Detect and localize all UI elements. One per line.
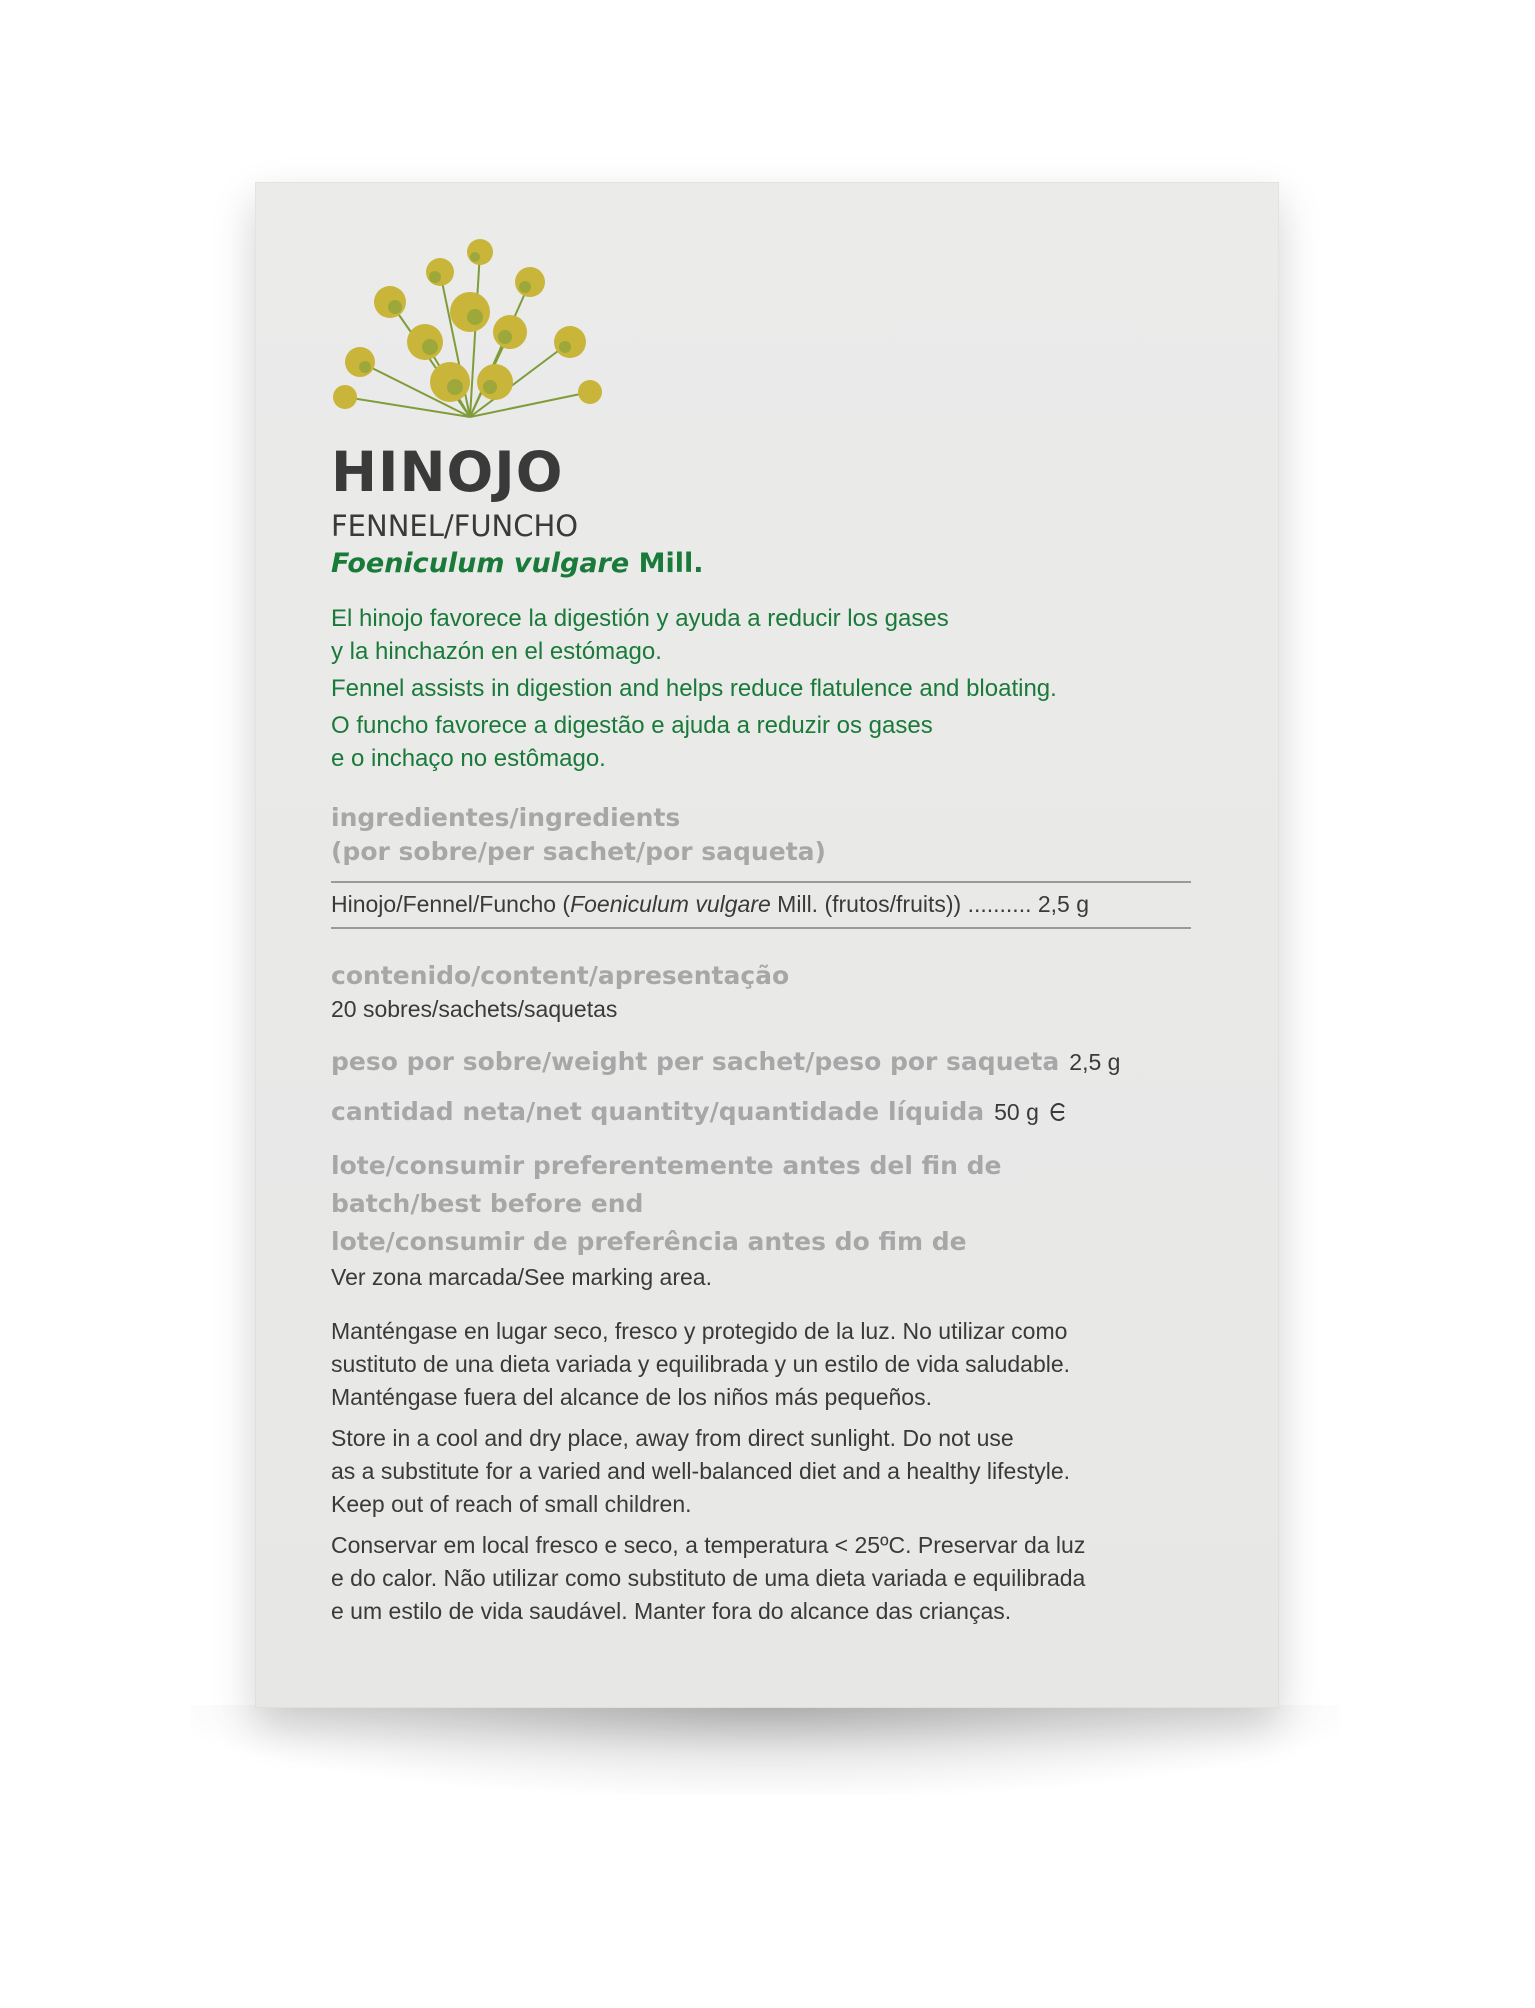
estimated-sign-icon xyxy=(1049,1101,1067,1123)
content-heading: contenido/content/apresentação xyxy=(331,961,790,990)
fennel-plant-image xyxy=(330,232,610,422)
label-content xyxy=(331,440,1211,1628)
net-quantity-label: cantidad neta/net quantity/quantidade líquida xyxy=(331,1097,985,1126)
net-quantity-value: 50 g xyxy=(994,1099,1039,1125)
ingredients-table xyxy=(331,881,1191,929)
latin-name-author: Mill. xyxy=(629,548,704,579)
product-subtitle: FENNEL/FUNCHO xyxy=(331,509,579,543)
batch-line-en: batch/best before end xyxy=(331,1189,644,1218)
warning-pt-line2: e do calor. Não utilizar como substituto de uma dieta variada e equilibrada xyxy=(331,1565,1086,1591)
ingredients-section xyxy=(331,801,1211,929)
warning-es-line1: Manténgase en lugar seco, fresco y protegido de la luz. No utilizar como xyxy=(331,1318,1068,1344)
claim-es-line1: El hinojo favorece la digestión y ayuda a reducir los gases xyxy=(331,605,949,632)
ingredients-subheading: (por sobre/per sachet/por saqueta) xyxy=(331,837,826,866)
weight-label: peso por sobre/weight per sachet/peso por saqueta xyxy=(331,1047,1060,1076)
product-title: HINOJO xyxy=(331,440,564,504)
latin-name-species: Foeniculum vulgare xyxy=(331,548,630,579)
latin-name xyxy=(331,546,1211,582)
warning-en xyxy=(331,1422,1211,1521)
warning-pt xyxy=(331,1529,1211,1628)
batch-line-pt: lote/consumir de preferência antes do fim de xyxy=(331,1227,967,1256)
warning-pt-line3: e um estilo de vida saudável. Manter fora do alcance das crianças. xyxy=(331,1598,1012,1624)
batch-section xyxy=(331,1147,1211,1293)
claim-pt-line1: O funcho favorece a digestão e ajuda a reduzir os gases xyxy=(331,712,933,739)
claim-pt xyxy=(331,709,1211,775)
net-quantity-row xyxy=(331,1095,1211,1129)
batch-value: Ver zona marcada/See marking area. xyxy=(331,1264,712,1290)
warning-es-line3: Manténgase fuera del alcance de los niños más pequeños. xyxy=(331,1384,932,1410)
weight-value: 2,5 g xyxy=(1069,1049,1121,1075)
warning-en-line3: Keep out of reach of small children. xyxy=(331,1491,692,1517)
warning-es xyxy=(331,1315,1211,1414)
ingredient-row-prefix: Hinojo/Fennel/Funcho ( xyxy=(331,891,571,917)
warning-es-line2: sustituto de una dieta variada y equilibrada y un estilo de vida saludable. xyxy=(331,1351,1071,1377)
content-value: 20 sobres/sachets/saquetas xyxy=(331,996,618,1022)
claim-es-line2: y la hinchazón en el estómago. xyxy=(331,638,662,665)
ingredients-heading: ingredientes/ingredients xyxy=(331,803,681,832)
claim-en xyxy=(331,672,1211,705)
ingredient-row-species: Foeniculum vulgare xyxy=(570,891,771,917)
box-shadow-reflection xyxy=(190,1705,1340,1795)
batch-line-es: lote/consumir preferentemente antes del fin de xyxy=(331,1151,1002,1180)
warning-en-line2: as a substitute for a varied and well-balanced diet and a healthy lifestyle. xyxy=(331,1458,1070,1484)
claims xyxy=(331,602,1211,775)
claim-es xyxy=(331,602,1211,668)
weight-row xyxy=(331,1045,1211,1079)
claim-pt-line2: e o inchaço no estômago. xyxy=(331,745,606,772)
warning-en-line1: Store in a cool and dry place, away from direct sunlight. Do not use xyxy=(331,1425,1014,1451)
warning-pt-line1: Conservar em local fresco e seco, a temperatura < 25ºC. Preservar da luz xyxy=(331,1532,1086,1558)
claim-en-line1: Fennel assists in digestion and helps reduce flatulence and bloating. xyxy=(331,675,1057,702)
ingredient-row-suffix: Mill. (frutos/fruits)) .......... 2,5 g xyxy=(770,891,1090,917)
content-section xyxy=(331,959,1211,1025)
warnings-section xyxy=(331,1315,1211,1628)
